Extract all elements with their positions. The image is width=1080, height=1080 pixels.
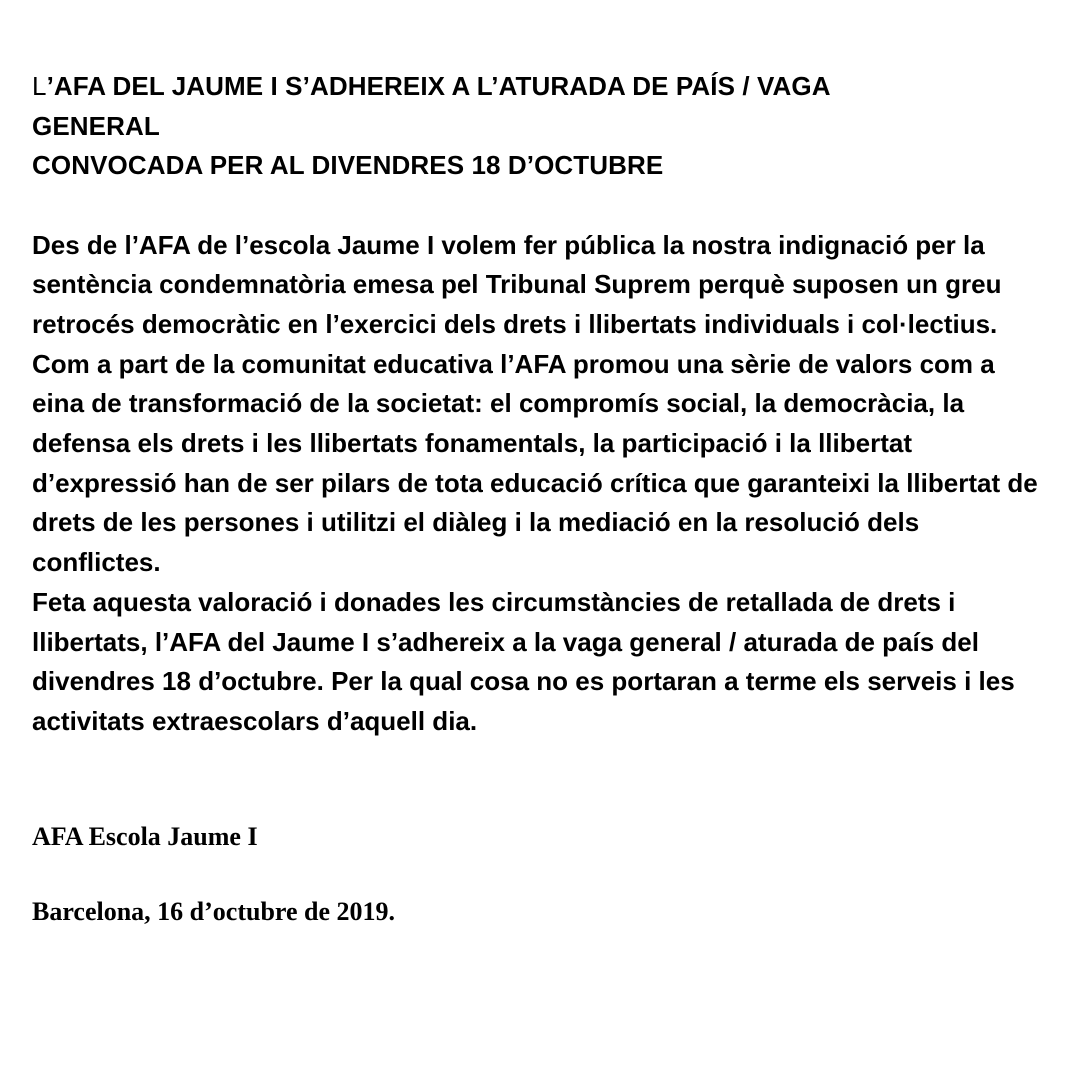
paragraph-strike-adhesion: Feta aquesta valoració i donades les circumstàncies de retallada de drets i llibertats, l’AFA del Jaume I s’adhereix a la vaga general / aturada de país del divendres 18 d’octubre. Per la qual cosa no es portaran a terme els serveis i les activitats extraescolars d’aquell dia.	[32, 586, 1015, 736]
document-page	[32, 67, 1052, 926]
title-spacer	[32, 186, 1052, 226]
document-title	[32, 67, 1052, 186]
paragraph-values: Com a part de la comunitat educativa l’AFA promou una sèrie de valors com a eina de transformació de la societat: el compromís social, la democràcia, la defensa els drets i les llibertats fonamentals, la participació i la llibertat d’expressió han de ser pilars de tota educació crítica que garanteixi la llibertat de drets de les persones i utilitzi el diàleg i la mediació en la resolució dels conflictes.	[32, 348, 1038, 578]
title-line-3: CONVOCADA PER AL DIVENDRES 18 D’OCTUBRE	[32, 150, 664, 180]
document-body	[32, 226, 1052, 742]
signature-place-date: Barcelona, 16 d’octubre de 2019.	[32, 897, 396, 926]
title-line-2: GENERAL	[32, 110, 160, 141]
title-first-letter: L	[32, 71, 47, 101]
title-line-1	[32, 67, 1052, 107]
paragraph-indignation: Des de l’AFA de l’escola Jaume I volem fer pública la nostra indignació per la sentència condemnatòria emesa pel Tribunal Suprem perquè suposen un greu retrocés democràtic en l’exercici dels drets i llibertats individuals i col·lectius.	[32, 229, 1002, 339]
title-line-1-text: ’AFA DEL JAUME I S’ADHEREIX A L’ATURADA DE PAÍS / VAGA	[46, 71, 831, 101]
signature-organization: AFA Escola Jaume I	[32, 822, 258, 851]
